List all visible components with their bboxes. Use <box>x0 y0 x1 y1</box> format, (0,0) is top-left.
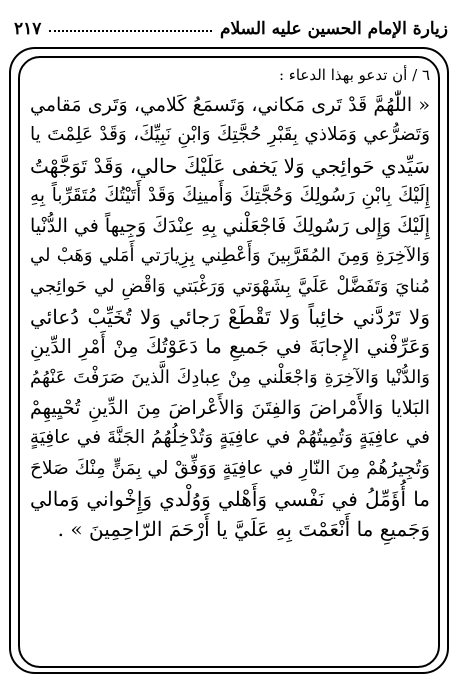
dua-line: البَلايا وَالأَمْراضَ وَالفِتَنَ وَالأَعْراضَ مِنَ الدِّينِ تُحْيِيهِمْ <box>30 396 430 419</box>
dua-line: سَيِّدي حَوائِجي وَلا يَخفى عَلَيْكَ حالي، وَقَدْ تَوَجَّهْتُ <box>30 153 430 178</box>
dua-line: وَالآخِرَةِ وَمِنَ المُقَرَّبِينَ وَأَعْطِني بِزِيارَتي أَمَلي وَهَبْ لي <box>30 245 430 267</box>
page-number: ٢١٧ <box>14 19 42 39</box>
dua-line: إِلَيْكَ وَإِلى رَسُولِكَ فَاجْعَلْني بِهِ عِنْدَكَ وَجِيهاً في الدُّنْيا <box>30 215 430 238</box>
dua-line: إِلَيْكَ بِابْنِ رَسُولِكَ وَحُجَّتِكَ وَأَمينِكَ وَقَدْ أَتَيْتُكَ مُتَقَرِّباً بِهِ <box>30 184 430 206</box>
dua-line: وَعَرِّفْني الإِجابَةَ في جَميعِ ما دَعَوْتُكَ مِنْ أَمْرِ الدِّينِ <box>30 335 430 359</box>
dua-line: وَجَميعِ ما أَنْعَمْتَ بِهِ عَلَيَّ يا أَرْحَمَ الرّاحِمِينَ » . <box>57 517 430 542</box>
dua-line: وَلا تَرُدَّني خائِباً وَلا تَقْطَعْ رَجائي وَلا تُخَيِّبْ دُعائي <box>30 305 430 330</box>
dua-line: في عافِيَةٍ وَتُمِيتُهُمْ في عافِيَةٍ وَتُدْخِلُهُمُ الجَنَّةَ في عافِيَةٍ <box>29 427 430 449</box>
header-dotted-leader <box>49 30 212 32</box>
dua-line: ما أُؤَمِّلُ في نَفْسي وَأَهْلي وَوُلْدي وَإِخْواني وَمالي <box>30 486 430 511</box>
running-header <box>10 14 452 44</box>
dua-line: وَالدُّنْيا وَالآخِرَةِ وَاجْعَلْني مِنْ عِبادِكَ الَّذينَ صَرَفْتَ عَنْهُمُ <box>30 366 430 388</box>
dua-line: مُنايَ وَتَفَضَّلْ عَلَيَّ بِشَهْوَتي وَرَغْبَتي وَاقْضِ لي حَوائِجي <box>30 275 430 297</box>
dua-text <box>30 90 430 544</box>
text-body <box>30 66 430 544</box>
dua-line: « اللّٰهُمَّ قَدْ تَرى مَكاني، وَتَسمَعُ كَلامي، وَتَرى مَقامي <box>30 94 430 116</box>
header-title: زيارة الإمام الحسين عليه السلام <box>219 19 448 39</box>
section-intro: ٦ / أن تدعو بهذا الدعاء : <box>278 66 430 84</box>
dua-line: وَتُجِيرُهُمْ مِنَ النّارِ في عافِيَةٍ وَوَفِّقْ لي بِمَنٍّ مِنْكَ صَلاحَ <box>30 457 430 479</box>
dua-line: وَتَضرُّعي وَمَلاذي بِقَبْرِ حُجَّتِكَ وَابْنِ نَبِيِّكَ، وَقَدْ عَلِمْتَ يا <box>30 124 430 146</box>
